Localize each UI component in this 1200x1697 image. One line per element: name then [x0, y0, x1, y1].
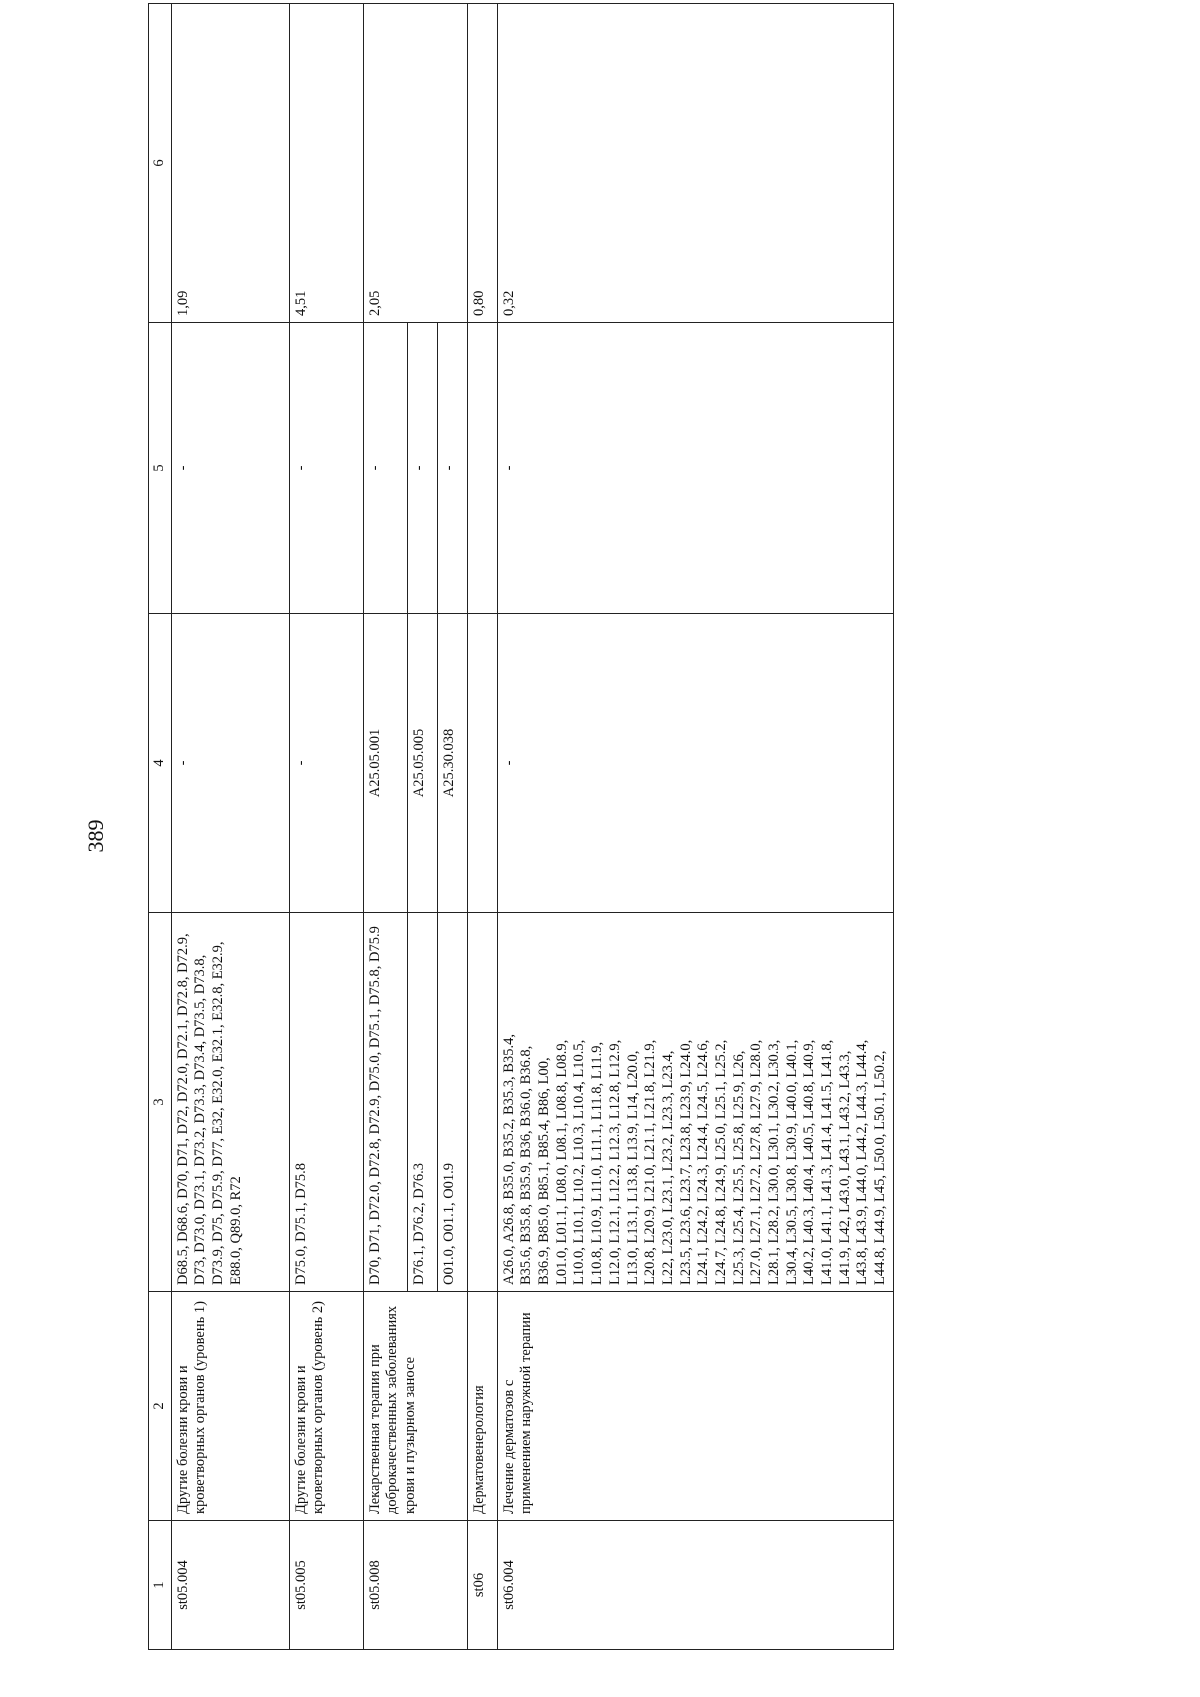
row-code: st05.005 [289, 1521, 363, 1650]
column-header: 3 [149, 913, 172, 1292]
row-diagnoses: D70, D71, D72.0, D72.8, D72.9, D75.0, D75.1, D75.8, D75.9 [363, 913, 407, 1292]
table-row [497, 4, 893, 1650]
row-diagnoses: D76.1, D76.2, D76.3 [407, 913, 437, 1292]
empty-cell [467, 323, 497, 614]
table-row [171, 4, 289, 1650]
row-extra: - [437, 323, 467, 614]
row-diagnoses: D75.0, D75.1, D75.8 [289, 913, 363, 1292]
column-header: 6 [149, 4, 172, 323]
diagnosis-line: L24.1, L24.2, L24.3, L24.4, L24.5, L24.6, [695, 1039, 712, 1285]
diagnosis-line: L44.8, L44.9, L45, L50.0, L50.1, L50.2, [872, 1050, 889, 1285]
page-number: 389 [83, 819, 108, 853]
diagnosis-line: L43.8, L43.9, L44.0, L44.2, L44.3, L44.4, [854, 1039, 871, 1285]
tariff-table-container [148, 58, 1088, 1650]
diagnosis-line: L10.0, L10.1, L10.2, L10.3, L10.4, L10.5, [571, 1039, 588, 1285]
section-coefficient: 0,80 [467, 4, 497, 323]
row-extra: - [171, 323, 289, 614]
row-coefficient: 4,51 [289, 4, 363, 323]
diagnosis-line: L24.7, L24.8, L24.9, L25.0, L25.1, L25.2, [712, 1039, 729, 1285]
column-header: 4 [149, 614, 172, 913]
table-row [289, 4, 363, 1650]
row-diagnoses: D68.5, D68.6, D70, D71, D72, D72.0, D72.1, D72.8, D72.9, D73, D73.0, D73.1, D73.2, D73.3, D73.4, D73.5, D73.8, D73.9, D75, D75.9, D77, E32, E32.0, E32.1, E32.8, E32.9, E88.0, Q89.0, R72 [171, 913, 289, 1292]
diagnosis-line: L22, L23.0, L23.1, L23.2, L23.3, L23.4, [659, 1050, 676, 1285]
diagnosis-line: L25.3, L25.4, L25.5, L25.8, L25.9, L26, [730, 1050, 747, 1285]
row-services: - [497, 614, 893, 913]
row-diagnoses [497, 913, 893, 1292]
row-diagnoses: O01.0, O01.1, O01.9 [437, 913, 467, 1292]
empty-cell [467, 913, 497, 1292]
diagnosis-line: L01.0, L01.1, L08.0, L08.1, L08.8, L08.9, [553, 1039, 570, 1285]
row-code: st06.004 [497, 1521, 893, 1650]
row-services: A25.30.038 [437, 614, 467, 913]
row-services: - [289, 614, 363, 913]
diagnosis-line: L41.9, L42, L43.0, L43.1, L43.2, L43.3, [836, 1050, 853, 1285]
column-header: 5 [149, 323, 172, 614]
row-services: A25.05.001 [363, 614, 407, 913]
section-name: Дерматовенерология [467, 1292, 497, 1521]
row-name: Лечение дерматозов с применением наружной терапии [497, 1292, 893, 1521]
row-code: st05.008 [363, 1521, 467, 1650]
diagnosis-line: L41.0, L41.1, L41.3, L41.4, L41.5, L41.8, [819, 1039, 836, 1285]
diagnosis-line: L10.8, L10.9, L11.0, L11.1, L11.8, L11.9, [589, 1041, 606, 1285]
row-name: Лекарственная терапия при доброкачественных заболеваниях крови и пузырном заносе [363, 1292, 467, 1521]
row-code: st05.004 [171, 1521, 289, 1650]
tariff-table [148, 3, 894, 1650]
diagnosis-line: B35.6, B35.8, B35.9, B36, B36.0, B36.8, [518, 1045, 535, 1285]
section-row [467, 4, 497, 1650]
row-extra: - [363, 323, 407, 614]
row-coefficient: 1,09 [171, 4, 289, 323]
row-coefficient: 2,05 [363, 4, 467, 323]
diagnosis-line: L23.5, L23.6, L23.7, L23.8, L23.9, L24.0, [677, 1039, 694, 1285]
row-name: Другие болезни крови и кроветворных органов (уровень 2) [289, 1292, 363, 1521]
column-header: 2 [149, 1292, 172, 1521]
row-name: Другие болезни крови и кроветворных органов (уровень 1) [171, 1292, 289, 1521]
empty-cell [467, 614, 497, 913]
section-code: st06 [467, 1521, 497, 1650]
diagnosis-line: B36.9, B85.0, B85.1, B85.4, B86, L00, [536, 1057, 553, 1285]
row-coefficient: 0,32 [497, 4, 893, 323]
diagnosis-line: A26.0, A26.8, B35.0, B35.2, B35.3, B35.4, [500, 1034, 517, 1285]
diagnosis-line: L20.8, L20.9, L21.0, L21.1, L21.8, L21.9, [642, 1039, 659, 1285]
header-row [149, 4, 172, 1650]
row-extra: - [497, 323, 893, 614]
diagnosis-line: L28.1, L28.2, L30.0, L30.1, L30.2, L30.3, [766, 1039, 782, 1285]
table-row [363, 4, 407, 1650]
diagnosis-line: L27.0, L27.1, L27.2, L27.8, L27.9, L28.0, [748, 1039, 765, 1285]
diagnosis-line: L40.2, L40.3, L40.4, L40.5, L40.8, L40.9, [801, 1039, 818, 1285]
row-services: - [171, 614, 289, 913]
row-services: A25.05.005 [407, 614, 437, 913]
diagnosis-line: L12.0, L12.1, L12.2, L12.3, L12.8, L12.9, [606, 1039, 623, 1285]
column-header: 1 [149, 1521, 172, 1650]
diagnosis-line: L13.0, L13.1, L13.8, L13.9, L14, L20.0, [624, 1050, 641, 1285]
row-extra: - [289, 323, 363, 614]
row-extra: - [407, 323, 437, 614]
diagnosis-line: L30.4, L30.5, L30.8, L30.9, L40.0, L40.1, [783, 1039, 800, 1285]
